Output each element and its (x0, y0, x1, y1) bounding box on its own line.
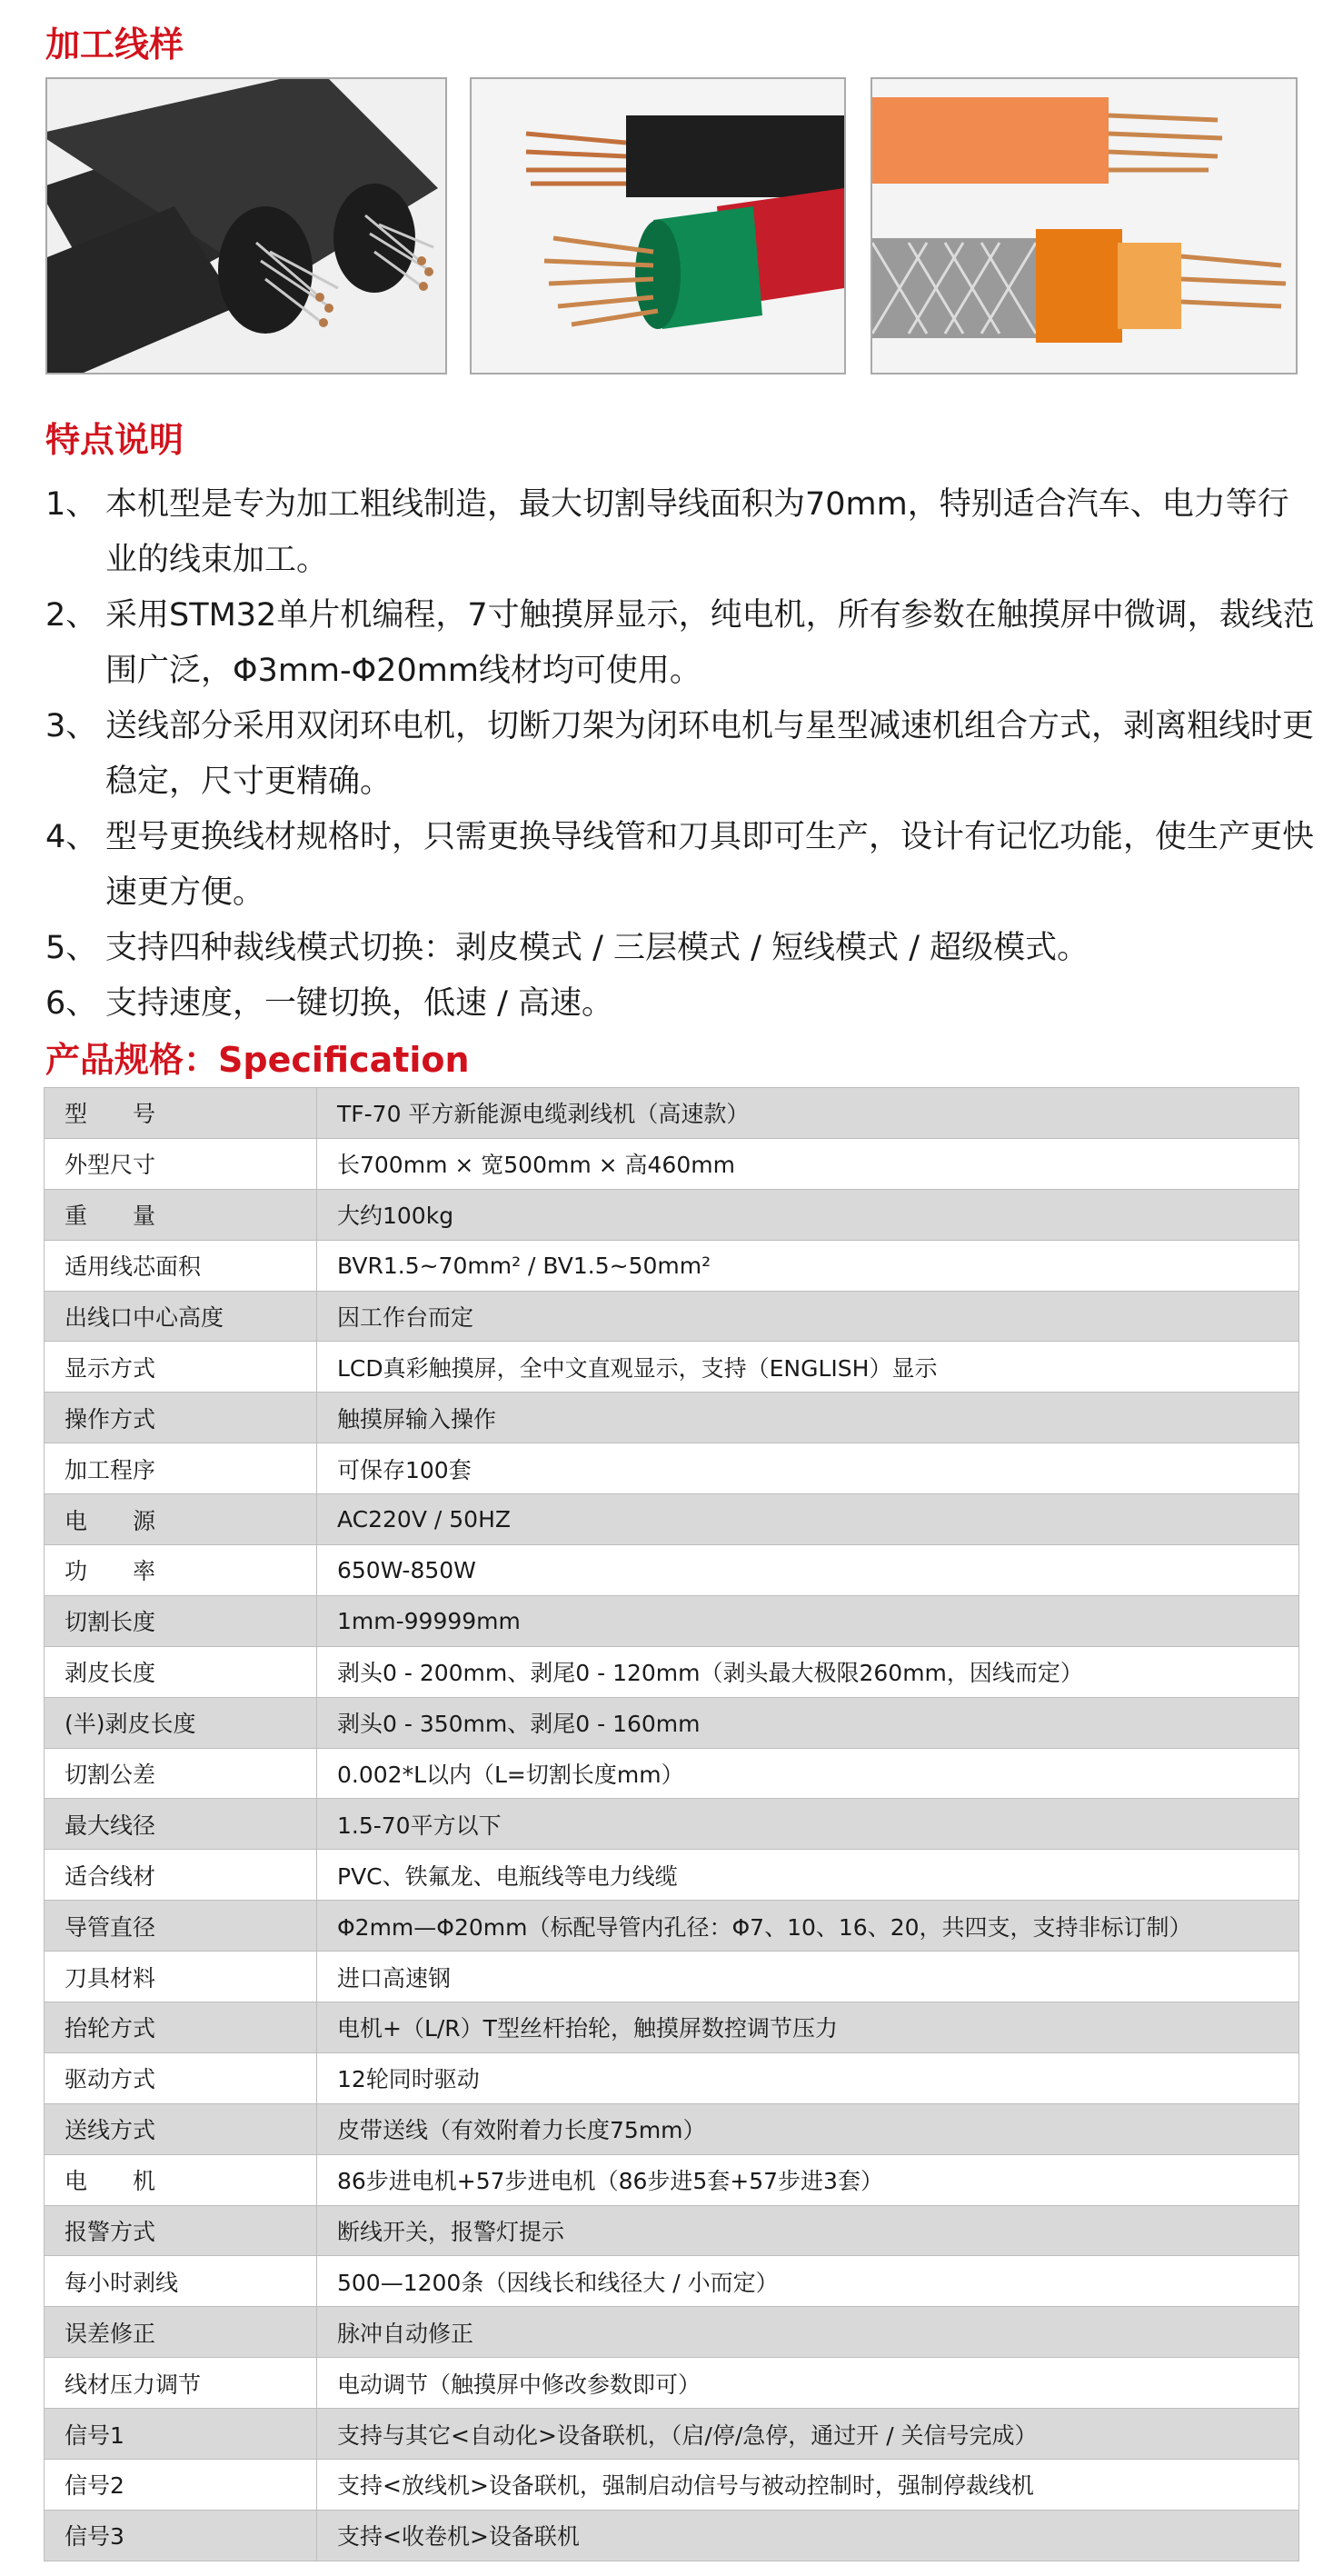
spec-value: 触摸屏输入操作 (317, 1393, 1299, 1443)
spec-label: 抬轮方式 (45, 2002, 317, 2053)
spec-table (44, 1087, 1299, 2561)
spec-row (45, 2052, 1299, 2103)
feature-text: 支持速度，一键切换，低速 / 高速。 (105, 985, 614, 1022)
spec-row (45, 2307, 1299, 2358)
sample-photos (45, 77, 1298, 373)
spec-value: 1mm-99999mm (317, 1595, 1299, 1646)
spec-label: 最大线径 (45, 1799, 317, 1850)
spec-value: 1.5-70平方以下 (317, 1799, 1299, 1850)
spec-row (45, 1088, 1299, 1139)
spec-label: 刀具材料 (45, 1952, 317, 2002)
spec-row (45, 2256, 1299, 2307)
feature-text: 本机型是专为加工粗线制造，最大切割导线面积为70mm，特别适合汽车、电力等行业的线束加工。 (105, 486, 1289, 578)
orange-shielded-cable-photo-icon (870, 77, 1298, 374)
features-title: 特点说明 (45, 420, 184, 460)
feature-item (45, 810, 1318, 921)
spec-value: 进口高速钢 (317, 1952, 1299, 2002)
spec-row (45, 2154, 1299, 2205)
spec-label: 切割长度 (45, 1595, 317, 1646)
spec-label: 重 量 (45, 1189, 317, 1240)
spec-row (45, 1799, 1299, 1850)
spec-row (45, 1138, 1299, 1189)
feature-number: 6、 (45, 985, 98, 1022)
spec-row (45, 1850, 1299, 1901)
feature-text: 采用STM32单片机编程，7寸触摸屏显示，纯电机，所有参数在触摸屏中微调，裁线范围广泛，Φ3mm-Φ20mm线材均可使用。 (105, 597, 1315, 689)
spec-label: 适合线材 (45, 1850, 317, 1901)
spec-title: 产品规格：Specification (45, 1040, 470, 1080)
spec-value: 86步进电机+57步进电机（86步进5套+57步进3套） (317, 2154, 1299, 2205)
spec-row (45, 2103, 1299, 2154)
black-cable-photo-icon (45, 77, 447, 374)
feature-number: 5、 (45, 930, 98, 966)
spec-row (45, 1494, 1299, 1545)
spec-value: 650W-850W (317, 1545, 1299, 1596)
spec-label: 出线口中心高度 (45, 1291, 317, 1342)
spec-label: 信号1 (45, 2409, 317, 2460)
feature-item (45, 976, 1318, 1032)
feature-number: 4、 (45, 819, 98, 855)
samples-title: 加工线样 (45, 25, 184, 65)
spec-label: 切割公差 (45, 1748, 317, 1799)
spec-value: 电机+（L/R）T型丝杆抬轮，触摸屏数控调节压力 (317, 2002, 1299, 2053)
spec-label: 每小时剥线 (45, 2256, 317, 2307)
spec-value: LCD真彩触摸屏，全中文直观显示，支持（ENGLISH）显示 (317, 1342, 1299, 1393)
red-black-green-cable-photo-icon (470, 77, 846, 374)
spec-value: 脉冲自动修正 (317, 2307, 1299, 2358)
spec-row (45, 1393, 1299, 1443)
spec-value: 断线开关，报警灯提示 (317, 2205, 1299, 2256)
spec-value: 电动调节（触摸屏中修改参数即可） (317, 2358, 1299, 2409)
feature-item (45, 699, 1318, 810)
spec-value: 支持<放线机>设备联机，强制启动信号与被动控制时，强制停裁线机 (317, 2460, 1299, 2511)
spec-value: 剥头0 - 350mm、剥尾0 - 160mm (317, 1697, 1299, 1748)
spec-table-body (45, 1088, 1299, 2561)
feature-text: 型号更换线材规格时，只需更换导线管和刀具即可生产，设计有记忆功能，使生产更快速更方便。 (105, 819, 1315, 911)
feature-text: 送线部分采用双闭环电机，切断刀架为闭环电机与星型减速机组合方式，剥离粗线时更稳定，尺寸更精确。 (105, 708, 1315, 800)
spec-label: 驱动方式 (45, 2052, 317, 2103)
spec-row (45, 1545, 1299, 1596)
spec-label: 线材压力调节 (45, 2358, 317, 2409)
spec-row (45, 1748, 1299, 1799)
spec-row (45, 1595, 1299, 1646)
spec-row (45, 2205, 1299, 2256)
spec-label: 外型尺寸 (45, 1138, 317, 1189)
spec-label: 报警方式 (45, 2205, 317, 2256)
spec-value: Φ2mm—Φ20mm（标配导管内孔径：Φ7、10、16、20，共四支，支持非标订制） (317, 1901, 1299, 1952)
feature-number: 2、 (45, 597, 98, 634)
spec-value: 支持<收卷机>设备联机 (317, 2510, 1299, 2561)
spec-value: 大约100kg (317, 1189, 1299, 1240)
spec-row (45, 2460, 1299, 2511)
spec-row (45, 2510, 1299, 2561)
spec-label: 操作方式 (45, 1393, 317, 1443)
spec-row (45, 2409, 1299, 2460)
spec-label: 显示方式 (45, 1342, 317, 1393)
spec-row (45, 1646, 1299, 1697)
spec-row (45, 1443, 1299, 1494)
spec-row (45, 1952, 1299, 2002)
spec-label: 信号3 (45, 2510, 317, 2561)
spec-label: 电 源 (45, 1494, 317, 1545)
spec-label: 电 机 (45, 2154, 317, 2205)
feature-number: 3、 (45, 708, 98, 744)
spec-value: 因工作台而定 (317, 1291, 1299, 1342)
spec-value: 剥头0 - 200mm、剥尾0 - 120mm（剥头最大极限260mm，因线而定） (317, 1646, 1299, 1697)
spec-value: TF-70 平方新能源电缆剥线机（高速款） (317, 1088, 1299, 1139)
spec-value: 支持与其它<自动化>设备联机，（启/停/急停，通过开 / 关信号完成） (317, 2409, 1299, 2460)
spec-row (45, 1240, 1299, 1291)
spec-row (45, 1189, 1299, 1240)
spec-value: AC220V / 50HZ (317, 1494, 1299, 1545)
spec-value: 0.002*L以内（L=切割长度mm） (317, 1748, 1299, 1799)
spec-row (45, 1291, 1299, 1342)
spec-value: 长700mm × 宽500mm × 高460mm (317, 1138, 1299, 1189)
spec-label: 导管直径 (45, 1901, 317, 1952)
spec-label: 功 率 (45, 1545, 317, 1596)
spec-label: 送线方式 (45, 2103, 317, 2154)
spec-label: (半)剥皮长度 (45, 1697, 317, 1748)
spec-row (45, 2358, 1299, 2409)
feature-text: 支持四种裁线模式切换：剥皮模式 / 三层模式 / 短线模式 / 超级模式。 (105, 930, 1089, 966)
spec-value: 12轮同时驱动 (317, 2052, 1299, 2103)
spec-value: 皮带送线（有效附着力长度75mm） (317, 2103, 1299, 2154)
spec-value: BVR1.5~70mm² / BV1.5~50mm² (317, 1240, 1299, 1291)
spec-row (45, 1342, 1299, 1393)
spec-row (45, 1901, 1299, 1952)
feature-item (45, 588, 1318, 699)
spec-row (45, 1697, 1299, 1748)
spec-value: PVC、铁氟龙、电瓶线等电力线缆 (317, 1850, 1299, 1901)
spec-label: 信号2 (45, 2460, 317, 2511)
feature-item (45, 921, 1318, 976)
feature-list (45, 477, 1318, 1032)
spec-value: 500—1200条（因线长和线径大 / 小而定） (317, 2256, 1299, 2307)
feature-number: 1、 (45, 486, 98, 523)
spec-label: 误差修正 (45, 2307, 317, 2358)
spec-label: 加工程序 (45, 1443, 317, 1494)
spec-row (45, 2002, 1299, 2053)
spec-value: 可保存100套 (317, 1443, 1299, 1494)
feature-item (45, 477, 1318, 588)
spec-label: 适用线芯面积 (45, 1240, 317, 1291)
spec-label: 型 号 (45, 1088, 317, 1139)
spec-label: 剥皮长度 (45, 1646, 317, 1697)
